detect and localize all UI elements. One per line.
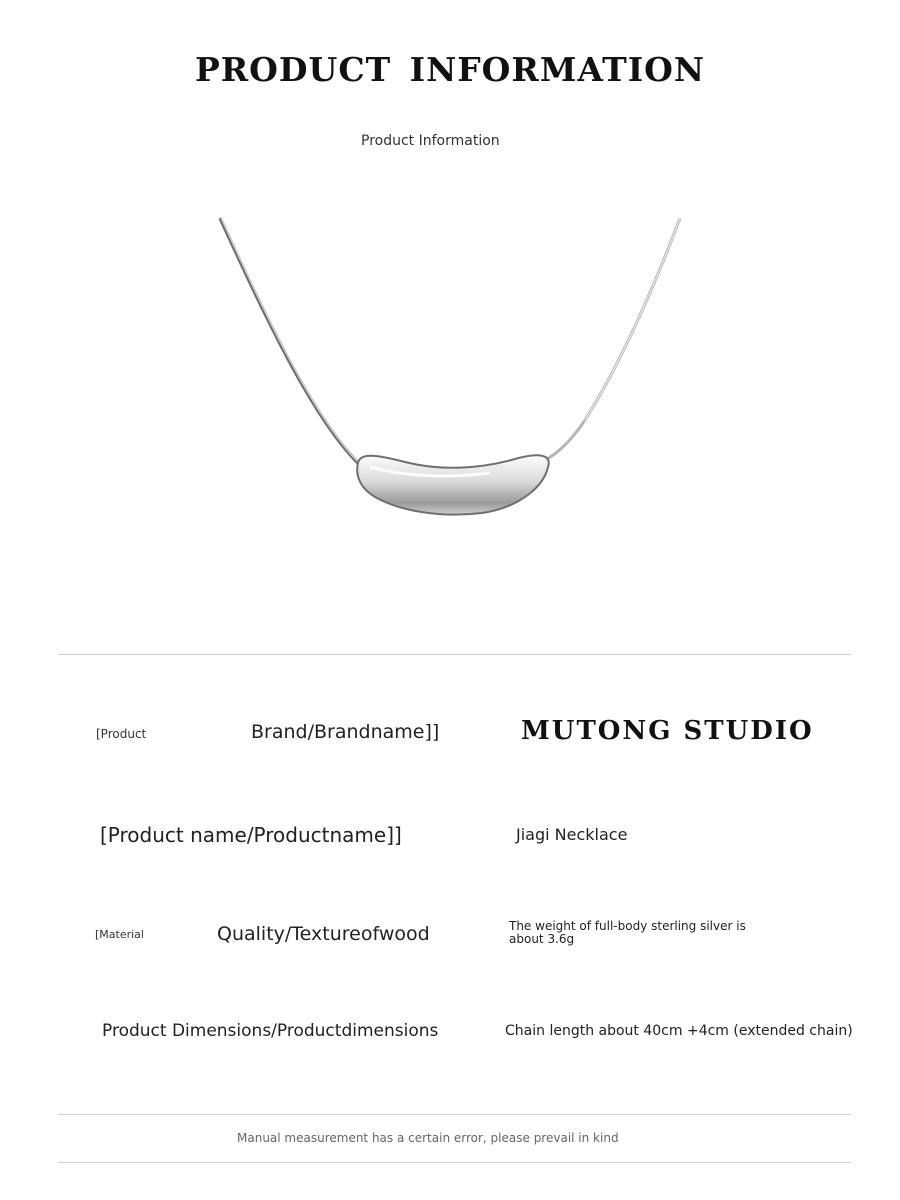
brand-label: Brand/Brandname]] <box>251 721 440 743</box>
dimensions-value: Chain length about 40cm +4cm (extended chain) <box>505 1023 853 1039</box>
product-name-label: [Product name/Productname]] <box>100 823 402 847</box>
brand-value: MUTONG STUDIO <box>521 716 814 746</box>
material-label: Quality/Textureofwood <box>217 923 430 945</box>
brand-label-prefix: [Product <box>96 727 147 741</box>
necklace-image <box>200 205 700 535</box>
necklace-pendant <box>357 455 549 514</box>
divider-top <box>58 654 851 655</box>
product-name-value: Jiagi Necklace <box>516 825 628 844</box>
divider-bottom <box>58 1162 851 1163</box>
material-label-prefix: [Material <box>95 928 144 941</box>
material-value: The weight of full-body sterling silver is about 3.6g <box>509 919 746 946</box>
page-subtitle: Product Information <box>361 133 500 149</box>
divider-middle <box>58 1114 851 1115</box>
page-title: PRODUCT INFORMATION <box>194 50 706 89</box>
dimensions-label: Product Dimensions/Productdimensions <box>102 1021 439 1041</box>
necklace-chain-right <box>545 218 680 460</box>
necklace-chain-left <box>220 218 358 463</box>
measurement-note: Manual measurement has a certain error, please prevail in kind <box>237 1131 619 1145</box>
